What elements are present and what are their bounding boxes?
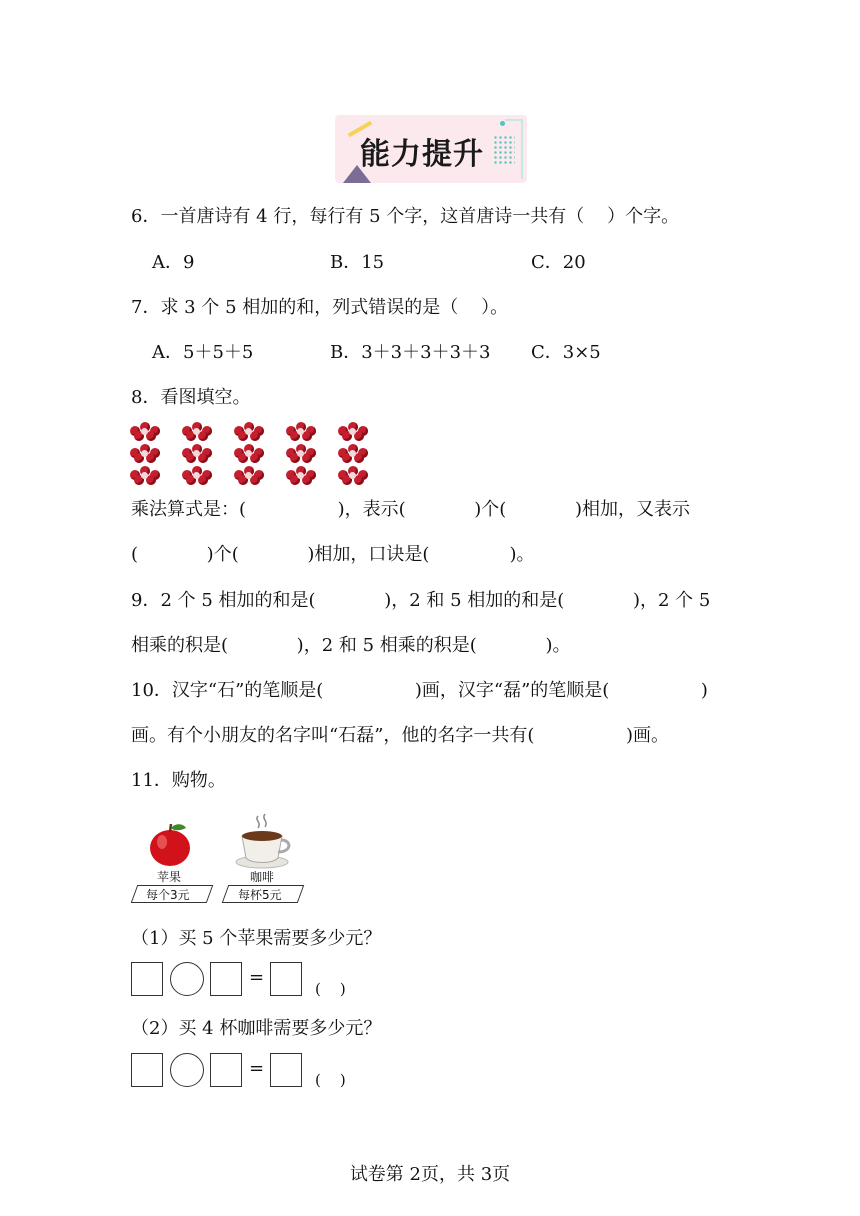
equals-sign-1: = [249, 967, 265, 988]
question-6-text: 6．一首唐诗有 4 行，每行有 5 个字，这首唐诗一共有（ ）个字。 [131, 206, 680, 227]
flower-icon [338, 466, 368, 485]
question-7-text: 7．求 3 个 5 相加的和，列式错误的是（ ）。 [131, 297, 509, 318]
banner-decoration-dots [493, 135, 515, 165]
answer-box-1c[interactable] [270, 962, 302, 996]
flower-icon [286, 422, 316, 441]
price-text-coffee: 每杯5元 [238, 888, 282, 902]
section-banner [335, 115, 527, 183]
unit-blank-2[interactable]: ( ) [315, 1071, 346, 1089]
operator-circle-2[interactable] [170, 1053, 204, 1087]
question-6-option-a: A．9 [152, 252, 195, 273]
item-name-apple: 苹果 [157, 870, 182, 884]
page-footer: 试卷第 2页，共 3页 [349, 1164, 511, 1185]
flower-icon [338, 444, 368, 463]
banner-title: 能力提升 [360, 137, 484, 172]
answer-box-1a[interactable] [131, 962, 163, 996]
flower-icon [130, 444, 160, 463]
flower-icon [286, 466, 316, 485]
question-8-line-1: 乘法算式是：( )，表示( )个( )相加，又表示 [131, 499, 691, 520]
question-11-sub-2: （2）买 4 杯咖啡需要多少元？ [131, 1018, 382, 1039]
question-8-text: 8．看图填空。 [131, 387, 251, 408]
answer-box-2b[interactable] [210, 1053, 242, 1087]
operator-circle-1[interactable] [170, 962, 204, 996]
price-text-apple: 每个3元 [146, 888, 190, 902]
question-9-line-2: 相乘的积是( )，2 和 5 相乘的积是( )。 [131, 635, 571, 656]
question-6-option-b: B．15 [330, 252, 385, 273]
flower-icon [286, 444, 316, 463]
question-11-text: 11．购物。 [131, 770, 226, 791]
flower-icon [338, 422, 368, 441]
item-name-coffee: 咖啡 [250, 870, 275, 884]
flower-icon [182, 422, 212, 441]
apple-icon [146, 820, 194, 868]
question-8-line-2: ( )个( )相加，口诀是( )。 [131, 544, 535, 565]
answer-box-1b[interactable] [210, 962, 242, 996]
flower-icon [182, 466, 212, 485]
question-7-option-b: B．3＋3＋3＋3＋3 [330, 342, 491, 363]
question-9-line-1: 9．2 个 5 相加的和是( )，2 和 5 相加的和是( )，2 个 5 [131, 590, 711, 611]
flower-icon [130, 422, 160, 441]
answer-box-2c[interactable] [270, 1053, 302, 1087]
question-7-option-c: C．3×5 [531, 342, 601, 363]
flower-icon [182, 444, 212, 463]
flower-icon [234, 466, 264, 485]
unit-blank-1[interactable]: ( ) [315, 980, 346, 998]
question-6-option-c: C．20 [531, 252, 586, 273]
question-10-line-1: 10．汉字“石”的笔顺是( )画，汉字“磊”的笔顺是( ) [131, 680, 708, 701]
question-7-option-a: A．5＋5＋5 [152, 342, 254, 363]
coffee-cup-icon [232, 812, 296, 870]
flower-icon [130, 466, 160, 485]
equals-sign-2: = [249, 1058, 265, 1079]
flower-icon [234, 422, 264, 441]
question-10-line-2: 画。有个小朋友的名字叫“石磊”，他的名字一共有( )画。 [131, 725, 669, 746]
answer-box-2a[interactable] [131, 1053, 163, 1087]
flower-icon [234, 444, 264, 463]
question-11-sub-1: （1）买 5 个苹果需要多少元？ [131, 928, 382, 949]
